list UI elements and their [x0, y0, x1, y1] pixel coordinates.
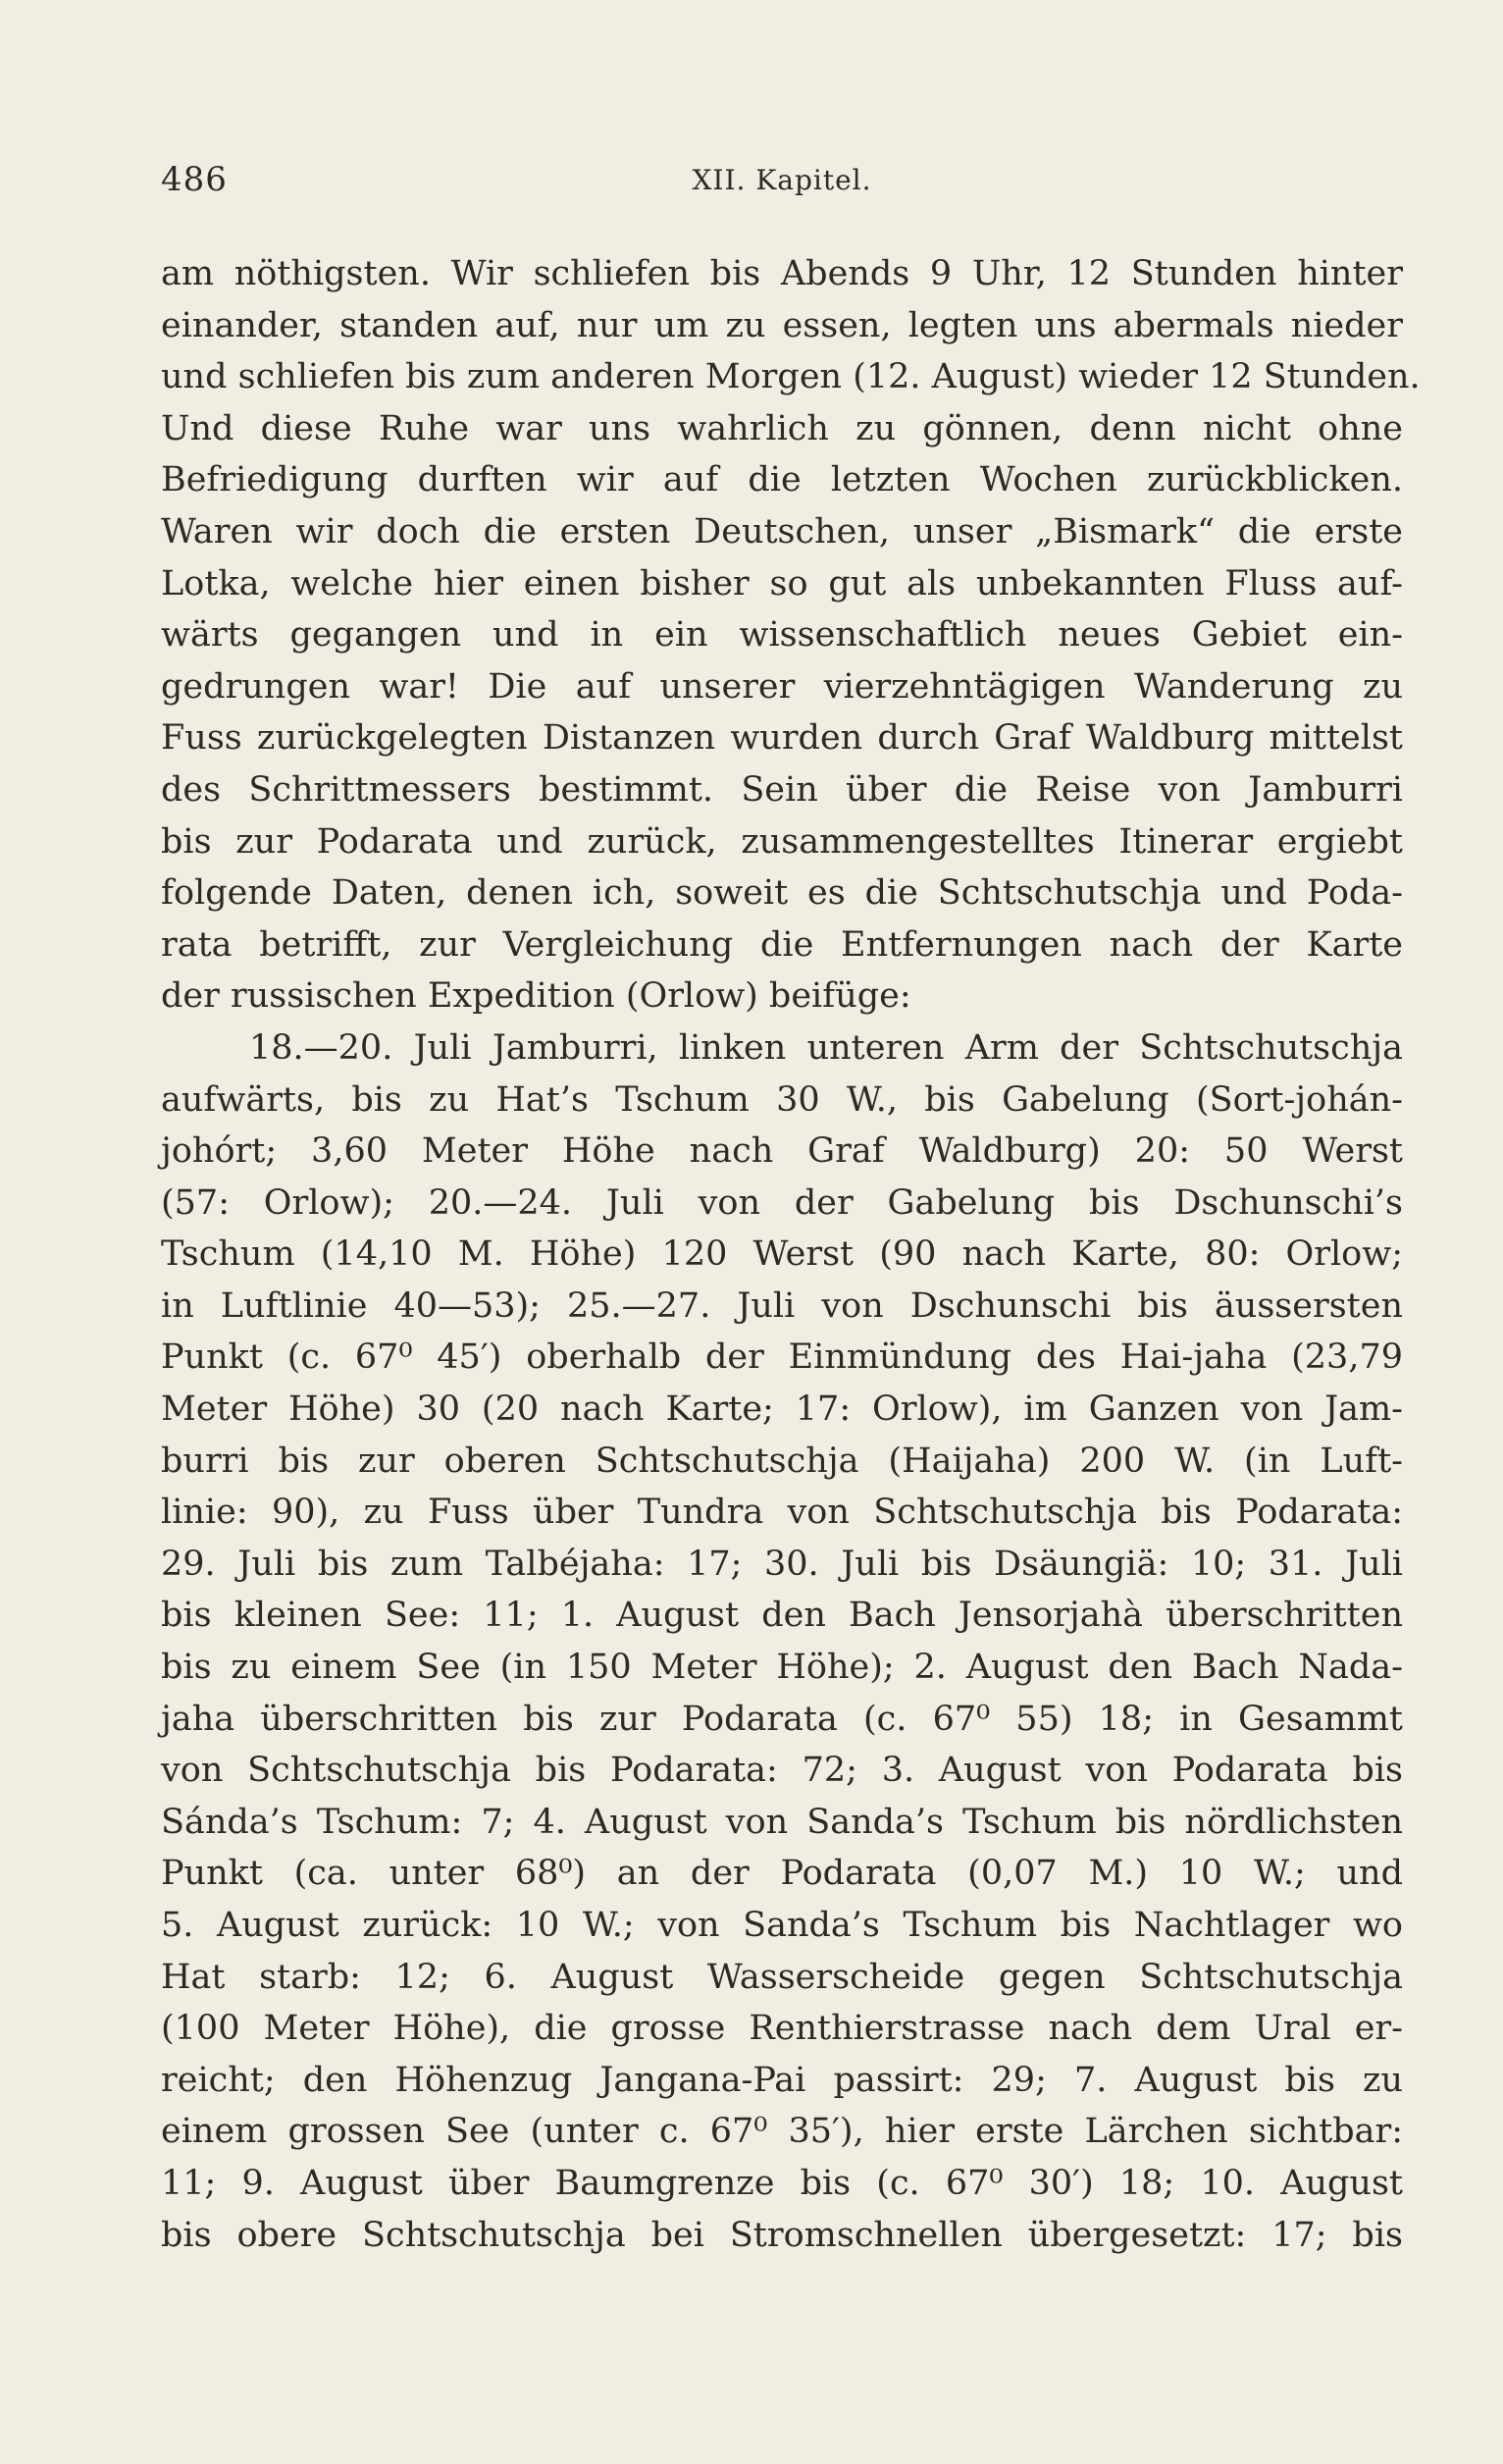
text-line: aufwärts, bis zu Hat’s Tschum 30 W., bis Gabelung (Sort-johán- — [161, 1079, 1403, 1120]
text-line: Sánda’s Tschum: 7; 4. August von Sanda’s Tschum bis nördlichsten — [161, 1802, 1403, 1842]
text-line: einander, standen auf, nur um zu essen, legten uns abermals nieder — [161, 305, 1403, 345]
text-line: Meter Höhe) 30 (20 nach Karte; 17: Orlow), im Ganzen von Jam- — [161, 1389, 1403, 1430]
text-line: rata betrifft, zur Vergleichung die Entfernungen nach der Karte — [161, 924, 1403, 965]
text-line: linie: 90), zu Fuss über Tundra von Schtschutschja bis Podarata: — [161, 1493, 1403, 1533]
text-line: des Schrittmessers bestimmt. Sein über die Reise von Jamburri — [161, 769, 1403, 810]
text-line: Lotka, welche hier einen bisher so gut als unbekannten Fluss auf- — [161, 563, 1403, 603]
text-line: bis zur Podarata und zurück, zusammengestelltes Itinerar ergiebt — [161, 821, 1403, 862]
page-number: 486 — [161, 160, 228, 199]
text-line: Punkt (c. 67⁰ 45′) oberhalb der Einmündung des Hai-jaha (23,79 — [161, 1337, 1403, 1378]
text-line-paragraph-end: der russischen Expedition (Orlow) beifüge: — [161, 976, 911, 1017]
text-line: bis zu einem See (in 150 Meter Höhe); 2. August den Bach Nada- — [161, 1648, 1403, 1688]
text-line: burri bis zur oberen Schtschutschja (Haijaha) 200 W. (in Luft- — [161, 1441, 1403, 1481]
text-line: gedrungen war! Die auf unserer vierzehntägigen Wanderung zu — [161, 666, 1403, 707]
text-line: am nöthigsten. Wir schliefen bis Abends 9 Uhr, 12 Stunden hinter — [161, 254, 1403, 293]
text-line: reicht; den Höhenzug Jangana-Pai passirt: 29; 7. August bis zu — [161, 2060, 1403, 2100]
text-line: bis obere Schtschutschja bei Stromschnellen übergesetzt: 17; bis — [161, 2215, 1403, 2255]
text-line: 29. Juli bis zum Talbéjaha: 17; 30. Juli bis Dsäungiä: 10; 31. Juli — [161, 1544, 1403, 1584]
text-line-paragraph-start: 18.—20. Juli Jamburri, linken unteren Arm der Schtschutschja — [249, 1027, 1403, 1068]
text-line: und schliefen bis zum anderen Morgen (12. August) wieder 12 Stunden. — [161, 357, 1421, 397]
text-line: einem grossen See (unter c. 67⁰ 35′), hier erste Lärchen sichtbar: — [161, 2112, 1403, 2152]
text-line: von Schtschutschja bis Podarata: 72; 3. August von Podarata bis — [161, 1751, 1403, 1791]
text-line: jaha überschritten bis zur Podarata (c. 67⁰ 55) 18; in Gesammt — [161, 1699, 1403, 1739]
text-line: (100 Meter Höhe), die grosse Renthierstrasse nach dem Ural er- — [161, 2009, 1403, 2049]
running-head: XII. Kapitel. — [692, 164, 872, 196]
text-line: in Luftlinie 40—53); 25.—27. Juli von Dschunschi bis äussersten — [161, 1285, 1403, 1326]
text-line: Und diese Ruhe war uns wahrlich zu gönnen, denn nicht ohne — [161, 408, 1403, 448]
text-line: Tschum (14,10 M. Höhe) 120 Werst (90 nach Karte, 80: Orlow; — [161, 1234, 1403, 1275]
text-line: johórt; 3,60 Meter Höhe nach Graf Waldburg) 20: 50 Werst — [161, 1131, 1403, 1172]
text-line: Fuss zurückgelegten Distanzen wurden durch Graf Waldburg mittelst — [161, 718, 1403, 759]
text-line: Befriedigung durften wir auf die letzten Wochen zurückblicken. — [161, 460, 1403, 500]
text-line: Hat starb: 12; 6. August Wasserscheide gegen Schtschutschja — [161, 1957, 1403, 1997]
body-text — [161, 248, 1421, 2261]
text-line: (57: Orlow); 20.—24. Juli von der Gabelung bis Dschunschi’s — [161, 1182, 1403, 1223]
text-line: bis kleinen See: 11; 1. August den Bach Jensorjahà überschritten — [161, 1596, 1403, 1636]
text-line: 5. August zurück: 10 W.; von Sanda’s Tschum bis Nachtlager wo — [161, 1906, 1403, 1945]
text-line: 11; 9. August über Baumgrenze bis (c. 67⁰ 30′) 18; 10. August — [161, 2163, 1403, 2203]
text-line: folgende Daten, denen ich, soweit es die Schtschutschja und Poda- — [161, 873, 1403, 914]
text-line: Punkt (ca. unter 68⁰) an der Podarata (0,07 M.) 10 W.; und — [161, 1854, 1403, 1894]
page-header — [161, 160, 1403, 209]
text-line: Waren wir doch die ersten Deutschen, unser „Bismark“ die erste — [161, 511, 1403, 551]
text-line: wärts gegangen und in ein wissenschaftlich neues Gebiet ein- — [161, 615, 1403, 655]
